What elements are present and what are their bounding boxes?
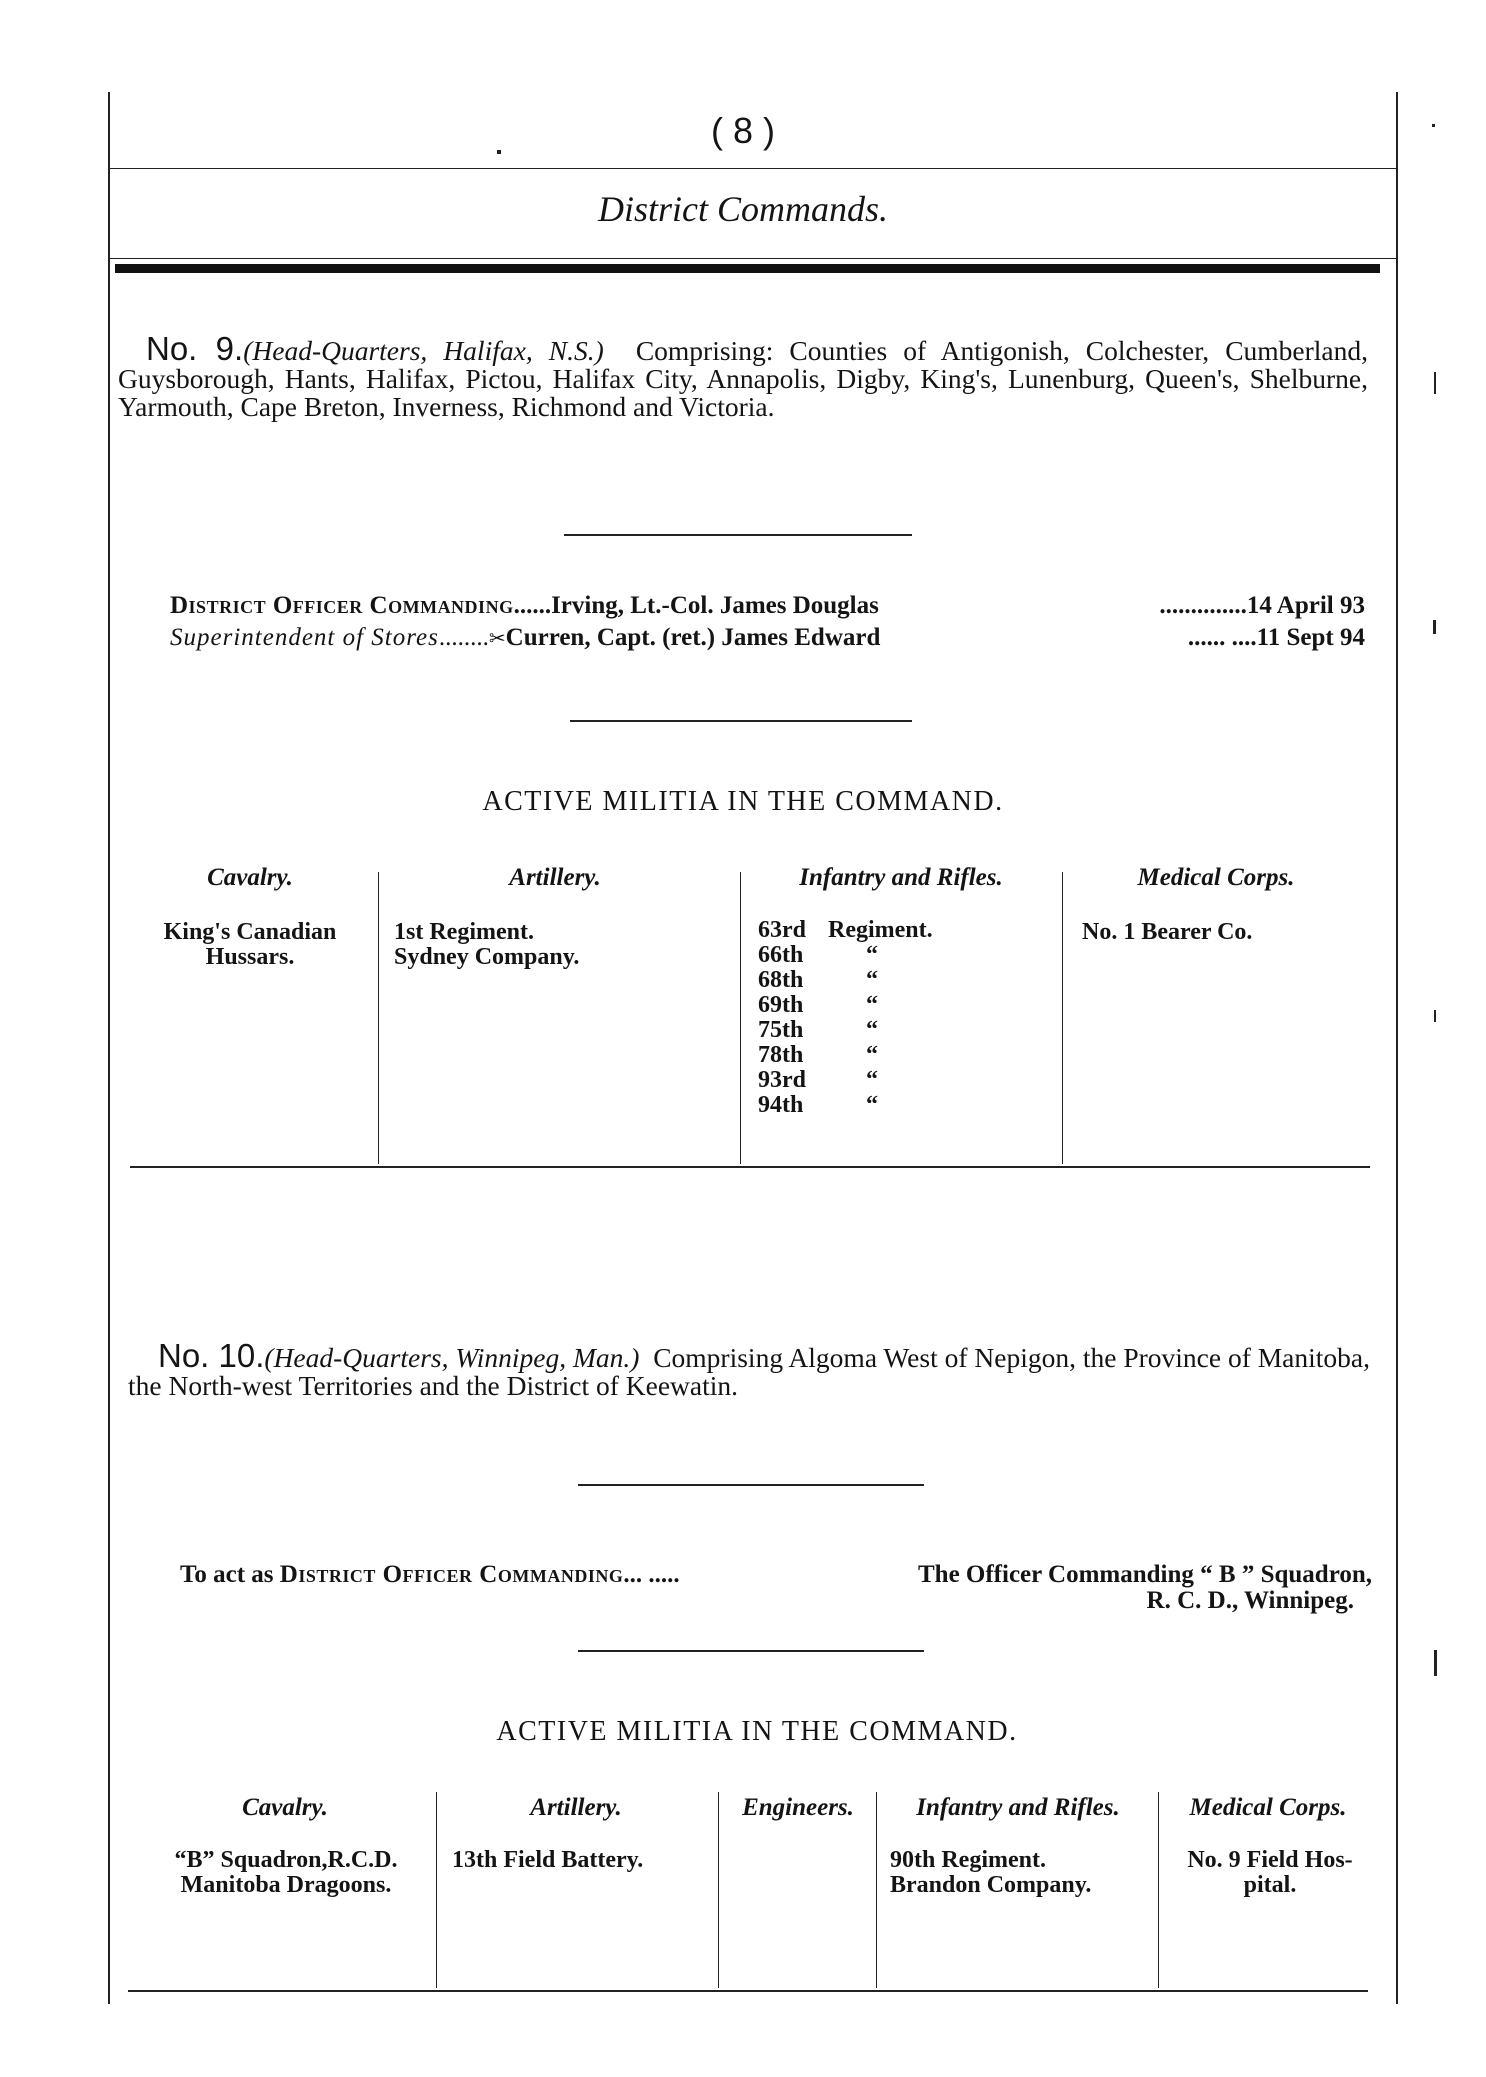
separator-rule	[564, 534, 912, 536]
column-divider	[740, 872, 741, 1164]
militia-heading: ACTIVE MILITIA IN THE COMMAND.	[482, 786, 1004, 817]
medical-cell	[1166, 1848, 1374, 1898]
col-head-cavalry: Cavalry.	[242, 1794, 328, 1821]
cell-line: Hussars.	[205, 944, 295, 970]
column-divider	[1062, 872, 1063, 1164]
list-item: 66th “	[758, 942, 878, 968]
officer-row-doc	[170, 592, 1365, 624]
list-item: 68th “	[758, 967, 878, 993]
cell-line: Sydney Company.	[394, 944, 580, 970]
artillery-cell	[452, 1848, 714, 1873]
officer-title: District Officer Commanding	[170, 592, 514, 619]
cell-line: No. 9 Field Hos-	[1187, 1847, 1353, 1873]
list-item: 69th “	[758, 992, 878, 1018]
district-10-description	[128, 1337, 1371, 1401]
running-title: District Commands.	[597, 189, 889, 229]
acting-officer-value: The Officer Commanding “ B ” Squadron,	[917, 1561, 1372, 1588]
infantry-cell	[890, 1848, 1156, 1898]
scan-speck	[1432, 124, 1435, 127]
cell-line: 90th Regiment.	[890, 1847, 1046, 1873]
table-bottom-rule	[130, 1166, 1370, 1168]
leader-dots: ........	[438, 624, 489, 651]
leader-dots: ..............	[1159, 592, 1247, 619]
cell-line: 1st Regiment.	[394, 919, 534, 945]
separator-rule	[578, 1484, 924, 1486]
separator-rule	[578, 1650, 924, 1652]
officer-name: Curren, Capt. (ret.) James Edward	[505, 624, 881, 651]
leader-dots: ......	[513, 592, 552, 619]
leader-dots: ...... ....	[1187, 624, 1257, 651]
scan-speck	[1433, 620, 1436, 634]
acting-officer-value-cont: R. C. D., Winnipeg.	[1146, 1587, 1354, 1614]
col-head-medical: Medical Corps.	[1137, 864, 1295, 891]
cell-line: Brandon Company.	[890, 1872, 1092, 1898]
scan-speck	[1434, 1650, 1437, 1676]
district-10-number: No. 10.	[158, 1337, 265, 1374]
col-head-infantry: Infantry and Rifles.	[916, 1794, 1120, 1821]
cell-line: Manitoba Dragoons.	[180, 1872, 392, 1898]
list-item: 63rd Regiment.	[758, 917, 933, 943]
col-head-artillery: Artillery.	[509, 864, 601, 891]
officer-title: Superintendent of Stores	[170, 624, 439, 651]
column-divider	[436, 1792, 437, 1988]
header-thick-rule	[115, 264, 1380, 273]
column-divider	[876, 1792, 877, 1988]
col-head-cavalry: Cavalry.	[207, 864, 293, 891]
col-head-infantry: Infantry and Rifles.	[799, 864, 1003, 891]
col-head-artillery: Artillery.	[530, 1794, 622, 1821]
cell-line: 13th Field Battery.	[452, 1847, 644, 1873]
list-item: 78th “	[758, 1042, 878, 1068]
list-item: 94th “	[758, 1092, 878, 1118]
district-10-headquarters: (Head-Quarters, Winnipeg, Man.)	[264, 1342, 640, 1373]
artillery-cell	[394, 920, 734, 970]
column-divider	[378, 872, 379, 1164]
medical-cell	[1082, 920, 1372, 945]
cell-line: “B” Squadron,R.C.D.	[174, 1847, 398, 1873]
col-head-medical: Medical Corps.	[1189, 1794, 1347, 1821]
cell-line: King's Canadian	[163, 919, 337, 945]
district-9-counties: Comprising: Counties of Antigonish, Colchester, Cumberland, Guysborough, Hants, Halifax, Pictou, Halifax City, Annapolis, Digby, King's, Lunenburg, Queen's, Shelburne, Yarmouth, Cape Breton, Inverness, Richmond and Victoria.	[118, 335, 1369, 422]
column-divider	[1158, 1792, 1159, 1988]
scan-speck	[1434, 1010, 1436, 1022]
infantry-cell	[758, 918, 1058, 1118]
cavalry-cell	[130, 920, 370, 970]
table-bottom-rule	[128, 1990, 1368, 1992]
acting-prefix: To act as	[180, 1561, 274, 1588]
officer-title: District Officer Commanding	[279, 1561, 624, 1588]
district-9-number: No. 9.	[146, 330, 244, 367]
scan-speck	[1434, 372, 1436, 394]
district-9-description	[118, 330, 1369, 422]
column-divider	[718, 1792, 719, 1988]
cell-line: pital.	[1243, 1872, 1297, 1898]
header-rule-1	[108, 168, 1398, 169]
list-item: 75th “	[758, 1017, 878, 1043]
separator-rule	[570, 720, 912, 722]
acting-officer-block	[180, 1562, 1372, 1614]
page-number: ( 8 )	[710, 110, 775, 151]
officer-name: Irving, Lt.-Col. James Douglas	[551, 592, 879, 619]
col-head-engineers: Engineers.	[742, 1794, 854, 1821]
officer-row-stores	[170, 624, 1365, 656]
scan-speck	[497, 150, 501, 154]
cell-line: No. 1 Bearer Co.	[1082, 919, 1253, 945]
district-10-territories: Comprising Algoma West of Nepigon, the Province of Manitoba, the North-west Territories and the District of Keewatin.	[128, 1342, 1371, 1401]
cavalry-cell	[138, 1848, 434, 1898]
appointment-date: 11 Sept 94	[1256, 624, 1365, 651]
leader-dots: ... .....	[623, 1561, 680, 1588]
militia-heading: ACTIVE MILITIA IN THE COMMAND.	[496, 1716, 1018, 1747]
district-9-headquarters: (Head-Quarters, Halifax, N.S.)	[243, 335, 604, 366]
list-item: 93rd “	[758, 1067, 878, 1093]
appointment-date: 14 April 93	[1246, 592, 1365, 619]
header-rule-2	[108, 258, 1398, 259]
scissors-icon: ✂	[488, 628, 506, 650]
